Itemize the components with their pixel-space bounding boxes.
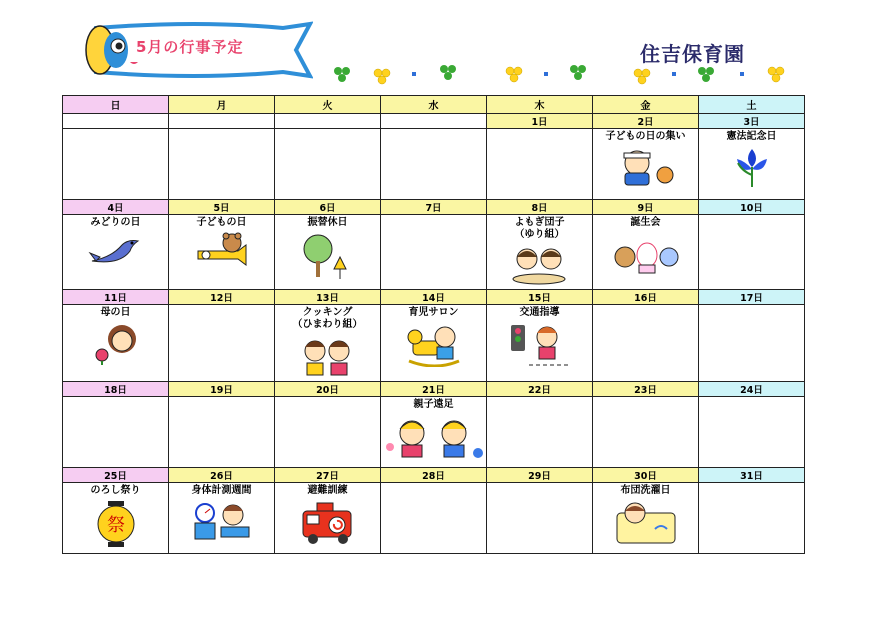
event-label: 母の日 bbox=[100, 307, 131, 318]
date-cell: 12日 bbox=[169, 290, 275, 305]
calendar-table bbox=[62, 95, 805, 554]
date-cell: 6日 bbox=[275, 200, 381, 215]
weekday-sun: 日 bbox=[63, 96, 169, 114]
event-label: 育児サロン bbox=[408, 307, 459, 318]
date-row bbox=[63, 290, 805, 305]
date-cell: 24日 bbox=[699, 382, 805, 397]
weekday-header-row bbox=[63, 96, 805, 114]
cooking-kids-icon bbox=[275, 333, 380, 381]
date-row bbox=[63, 468, 805, 483]
balloon-tree-icon bbox=[275, 231, 380, 285]
date-cell: 15日 bbox=[487, 290, 593, 305]
event-label: のろし祭り bbox=[90, 485, 141, 496]
event-label: 布団洗濯日 bbox=[620, 485, 671, 496]
day-cell bbox=[63, 483, 169, 554]
day-cell bbox=[169, 483, 275, 554]
day-cell bbox=[699, 483, 805, 554]
day-cell bbox=[381, 129, 487, 200]
swallow-bird-icon bbox=[63, 231, 168, 275]
calendar-body bbox=[63, 114, 805, 554]
event-label: よもぎ団子 （ゆり組） bbox=[514, 217, 565, 240]
page-title: 5月の行事予定 bbox=[136, 38, 244, 56]
date-cell: 2日 bbox=[593, 114, 699, 129]
day-cell bbox=[275, 305, 381, 382]
date-cell: 9日 bbox=[593, 200, 699, 215]
event-label: クッキング （ひまわり組） bbox=[292, 307, 363, 330]
date-cell: 11日 bbox=[63, 290, 169, 305]
date-cell: 17日 bbox=[699, 290, 805, 305]
day-cell bbox=[63, 215, 169, 290]
date-row bbox=[63, 200, 805, 215]
day-cell bbox=[487, 129, 593, 200]
date-cell: 18日 bbox=[63, 382, 169, 397]
date-cell: 31日 bbox=[699, 468, 805, 483]
event-label: 憲法記念日 bbox=[726, 131, 777, 142]
weekday-thu: 木 bbox=[487, 96, 593, 114]
date-cell: 4日 bbox=[63, 200, 169, 215]
weekday-mon: 月 bbox=[169, 96, 275, 114]
event-label: みどりの日 bbox=[90, 217, 141, 228]
day-cell bbox=[63, 129, 169, 200]
event-row bbox=[63, 129, 805, 200]
date-cell: 8日 bbox=[487, 200, 593, 215]
event-label: 子どもの日の集い bbox=[605, 131, 686, 142]
date-cell: 20日 bbox=[275, 382, 381, 397]
mother-flower-icon bbox=[63, 321, 168, 369]
day-cell bbox=[699, 397, 805, 468]
koinobori-bear-icon bbox=[169, 231, 274, 279]
date-cell: 19日 bbox=[169, 382, 275, 397]
date-cell: 30日 bbox=[593, 468, 699, 483]
date-cell: 21日 bbox=[381, 382, 487, 397]
day-cell bbox=[593, 305, 699, 382]
birthday-animals-icon bbox=[593, 231, 698, 279]
event-label: 親子遠足 bbox=[413, 399, 454, 410]
baby-rocking-horse-icon bbox=[381, 321, 486, 371]
day-cell bbox=[63, 305, 169, 382]
day-cell bbox=[275, 397, 381, 468]
date-cell: 10日 bbox=[699, 200, 805, 215]
date-cell bbox=[63, 114, 169, 129]
day-cell bbox=[275, 483, 381, 554]
boy-headband-icon bbox=[593, 145, 698, 191]
festival-lantern-icon bbox=[63, 499, 168, 553]
date-cell: 7日 bbox=[381, 200, 487, 215]
excursion-kids-icon bbox=[381, 413, 486, 467]
futon-sleeping-icon bbox=[593, 499, 698, 551]
date-cell: 25日 bbox=[63, 468, 169, 483]
event-label: 子どもの日 bbox=[196, 217, 247, 228]
date-cell: 13日 bbox=[275, 290, 381, 305]
weighing-scale-icon bbox=[169, 499, 274, 547]
date-cell: 27日 bbox=[275, 468, 381, 483]
date-row bbox=[63, 382, 805, 397]
weekday-tue: 火 bbox=[275, 96, 381, 114]
day-cell bbox=[381, 483, 487, 554]
day-cell bbox=[593, 483, 699, 554]
traffic-light-icon bbox=[487, 321, 592, 371]
svg-text:祭: 祭 bbox=[106, 515, 125, 536]
day-cell bbox=[487, 397, 593, 468]
weekday-wed: 水 bbox=[381, 96, 487, 114]
event-label: 身体計測週間 bbox=[191, 485, 252, 496]
weekday-sat: 土 bbox=[699, 96, 805, 114]
day-cell bbox=[169, 397, 275, 468]
day-cell bbox=[169, 305, 275, 382]
iris-flower-icon bbox=[699, 145, 804, 191]
day-cell bbox=[381, 305, 487, 382]
date-cell: 23日 bbox=[593, 382, 699, 397]
date-cell: 14日 bbox=[381, 290, 487, 305]
event-label: 避難訓練 bbox=[307, 485, 348, 496]
date-cell: 1日 bbox=[487, 114, 593, 129]
day-cell bbox=[593, 215, 699, 290]
date-cell: 5日 bbox=[169, 200, 275, 215]
date-cell: 3日 bbox=[699, 114, 805, 129]
day-cell bbox=[699, 305, 805, 382]
date-cell: 29日 bbox=[487, 468, 593, 483]
day-cell bbox=[169, 215, 275, 290]
day-cell bbox=[381, 397, 487, 468]
date-cell: 22日 bbox=[487, 382, 593, 397]
day-cell bbox=[381, 215, 487, 290]
day-cell bbox=[487, 215, 593, 290]
day-cell bbox=[699, 129, 805, 200]
day-cell bbox=[275, 215, 381, 290]
event-row bbox=[63, 483, 805, 554]
day-cell bbox=[487, 483, 593, 554]
clover-decoration-icon bbox=[330, 62, 790, 86]
event-row bbox=[63, 397, 805, 468]
day-cell bbox=[487, 305, 593, 382]
weekday-fri: 金 bbox=[593, 96, 699, 114]
kids-dango-icon bbox=[487, 243, 592, 289]
event-label: 交通指導 bbox=[519, 307, 560, 318]
fire-truck-icon bbox=[275, 499, 380, 549]
date-cell bbox=[275, 114, 381, 129]
event-row bbox=[63, 305, 805, 382]
day-cell bbox=[275, 129, 381, 200]
day-cell bbox=[63, 397, 169, 468]
event-label: 振替休日 bbox=[307, 217, 348, 228]
event-row bbox=[63, 215, 805, 290]
date-cell bbox=[169, 114, 275, 129]
school-name: 住吉保育園 bbox=[640, 42, 745, 66]
date-cell: 28日 bbox=[381, 468, 487, 483]
date-cell bbox=[381, 114, 487, 129]
day-cell bbox=[593, 129, 699, 200]
day-cell bbox=[699, 215, 805, 290]
day-cell bbox=[593, 397, 699, 468]
event-label: 誕生会 bbox=[630, 217, 661, 228]
date-cell: 26日 bbox=[169, 468, 275, 483]
day-cell bbox=[169, 129, 275, 200]
date-row bbox=[63, 114, 805, 129]
date-cell: 16日 bbox=[593, 290, 699, 305]
